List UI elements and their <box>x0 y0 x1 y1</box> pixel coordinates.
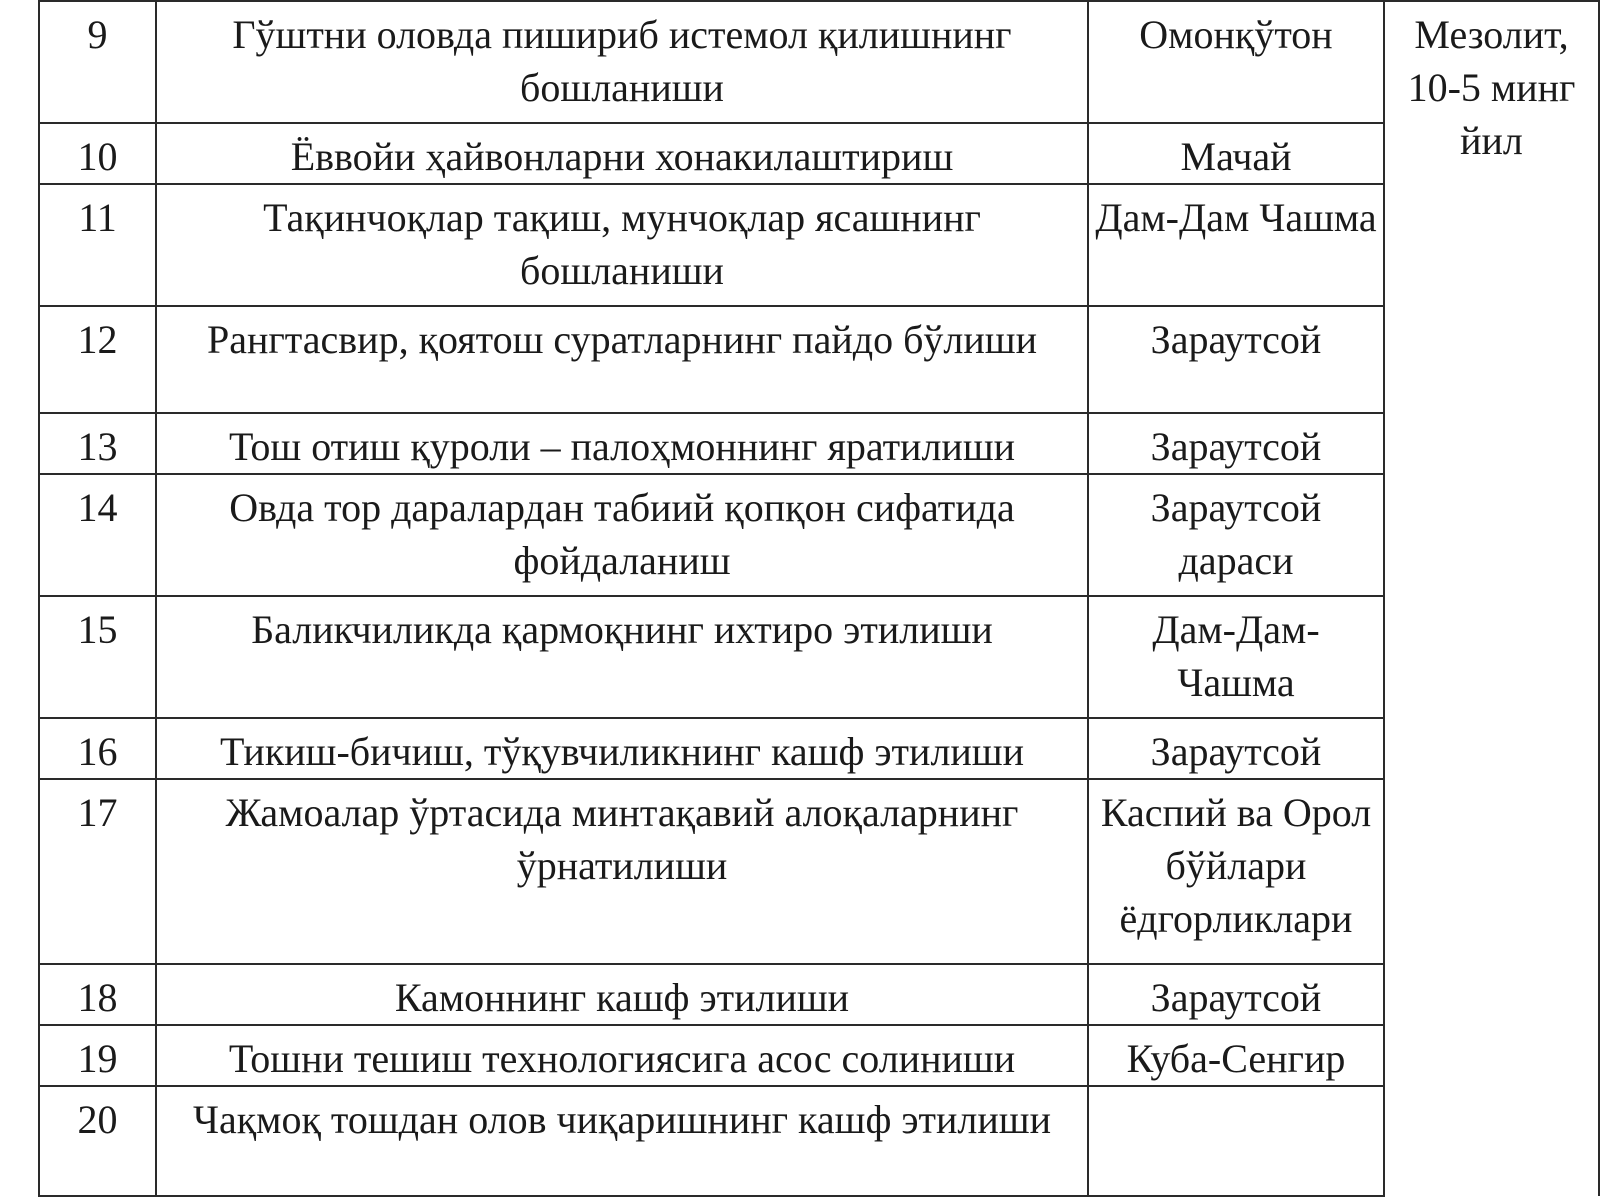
table-row <box>39 306 1599 413</box>
row-number-cell <box>39 123 156 184</box>
description-cell <box>156 779 1088 964</box>
period-label: Мезолит, 10-5 минг йил <box>1407 12 1576 163</box>
row-site: Зараутсой <box>1150 424 1322 469</box>
row-number: 9 <box>87 12 108 57</box>
site-cell <box>1088 779 1384 964</box>
table-row <box>39 474 1599 596</box>
site-cell <box>1088 306 1384 413</box>
site-cell <box>1088 123 1384 184</box>
row-site: Зараутсой дараси <box>1150 485 1322 583</box>
description-cell <box>156 964 1088 1025</box>
table-row <box>39 779 1599 964</box>
row-description: Жамоалар ўртасида минтақавий алоқаларнинг ўрнатилиши <box>225 790 1019 888</box>
row-number: 15 <box>77 607 118 652</box>
site-cell <box>1088 1025 1384 1086</box>
table-row <box>39 184 1599 306</box>
row-number-cell <box>39 184 156 306</box>
row-number: 20 <box>77 1097 118 1142</box>
row-number-cell <box>39 779 156 964</box>
row-number: 14 <box>77 485 118 530</box>
description-cell <box>156 123 1088 184</box>
row-number-cell <box>39 596 156 718</box>
description-cell <box>156 718 1088 779</box>
row-description: Камоннинг кашф этилиши <box>394 975 850 1020</box>
table-row <box>39 1 1599 123</box>
row-number-cell <box>39 964 156 1025</box>
table-row <box>39 596 1599 718</box>
description-cell <box>156 1025 1088 1086</box>
row-description: Тикиш-бичиш, тўқувчиликнинг кашф этилиши <box>219 729 1025 774</box>
description-cell <box>156 474 1088 596</box>
row-number-cell <box>39 413 156 474</box>
row-number-cell <box>39 718 156 779</box>
row-site: Куба-Сенгир <box>1126 1036 1346 1081</box>
row-number-cell <box>39 1086 156 1196</box>
row-description: Гўштни оловда пишириб истемол қилишнинг бошланиши <box>232 12 1012 110</box>
row-description: Рангтасвир, қоятош суратларнинг пайдо бўлиши <box>206 317 1038 362</box>
row-description: Тошни тешиш технологиясига асос солиниши <box>228 1036 1016 1081</box>
description-cell <box>156 1086 1088 1196</box>
site-cell <box>1088 184 1384 306</box>
description-cell <box>156 184 1088 306</box>
table-row <box>39 413 1599 474</box>
site-cell <box>1088 1086 1384 1196</box>
row-description: Тош отиш қуроли – палоҳмоннинг яратилиши <box>228 424 1016 469</box>
row-number: 18 <box>77 975 118 1020</box>
description-cell <box>156 413 1088 474</box>
table-row <box>39 1025 1599 1086</box>
site-cell <box>1088 964 1384 1025</box>
row-number-cell <box>39 474 156 596</box>
history-table <box>38 0 1600 1197</box>
row-site: Дам-Дам-Чашма <box>1152 607 1320 705</box>
site-cell <box>1088 596 1384 718</box>
description-cell <box>156 306 1088 413</box>
row-number: 13 <box>77 424 118 469</box>
row-site: Каспий ва Орол бўйлари ёдгорликлари <box>1100 790 1372 941</box>
table-row <box>39 1086 1599 1196</box>
row-description: Овда тор даралардан табиий қопқон сифатида фойдаланиш <box>229 485 1015 583</box>
description-cell <box>156 596 1088 718</box>
site-cell <box>1088 474 1384 596</box>
row-number: 11 <box>78 195 117 240</box>
row-site: Мачай <box>1180 134 1292 179</box>
row-description: Чақмоқ тошдан олов чиқаришнинг кашф этилиши <box>193 1097 1051 1142</box>
table-row <box>39 718 1599 779</box>
row-number-cell <box>39 306 156 413</box>
row-number: 17 <box>77 790 118 835</box>
row-description: Баликчиликда қармоқнинг ихтиро этилиши <box>251 607 993 652</box>
row-site: Дам-Дам Чашма <box>1095 195 1377 240</box>
row-site: Омонқўтон <box>1139 12 1333 57</box>
row-description: Ёввойи ҳайвонларни хонакилаштириш <box>290 134 954 179</box>
row-description: Тақинчоқлар тақиш, мунчоқлар ясашнинг бошланиши <box>263 195 981 293</box>
row-number-cell <box>39 1025 156 1086</box>
row-site: Зараутсой <box>1150 729 1322 774</box>
row-number: 10 <box>77 134 118 179</box>
site-cell <box>1088 1 1384 123</box>
description-cell <box>156 1 1088 123</box>
table-row <box>39 964 1599 1025</box>
row-site: Зараутсой <box>1150 975 1322 1020</box>
row-site: Зараутсой <box>1150 317 1322 362</box>
row-number-cell <box>39 1 156 123</box>
row-number: 16 <box>77 729 118 774</box>
row-number: 19 <box>77 1036 118 1081</box>
site-cell <box>1088 413 1384 474</box>
period-cell <box>1384 1 1599 1196</box>
table-row <box>39 123 1599 184</box>
site-cell <box>1088 718 1384 779</box>
row-number: 12 <box>77 317 118 362</box>
